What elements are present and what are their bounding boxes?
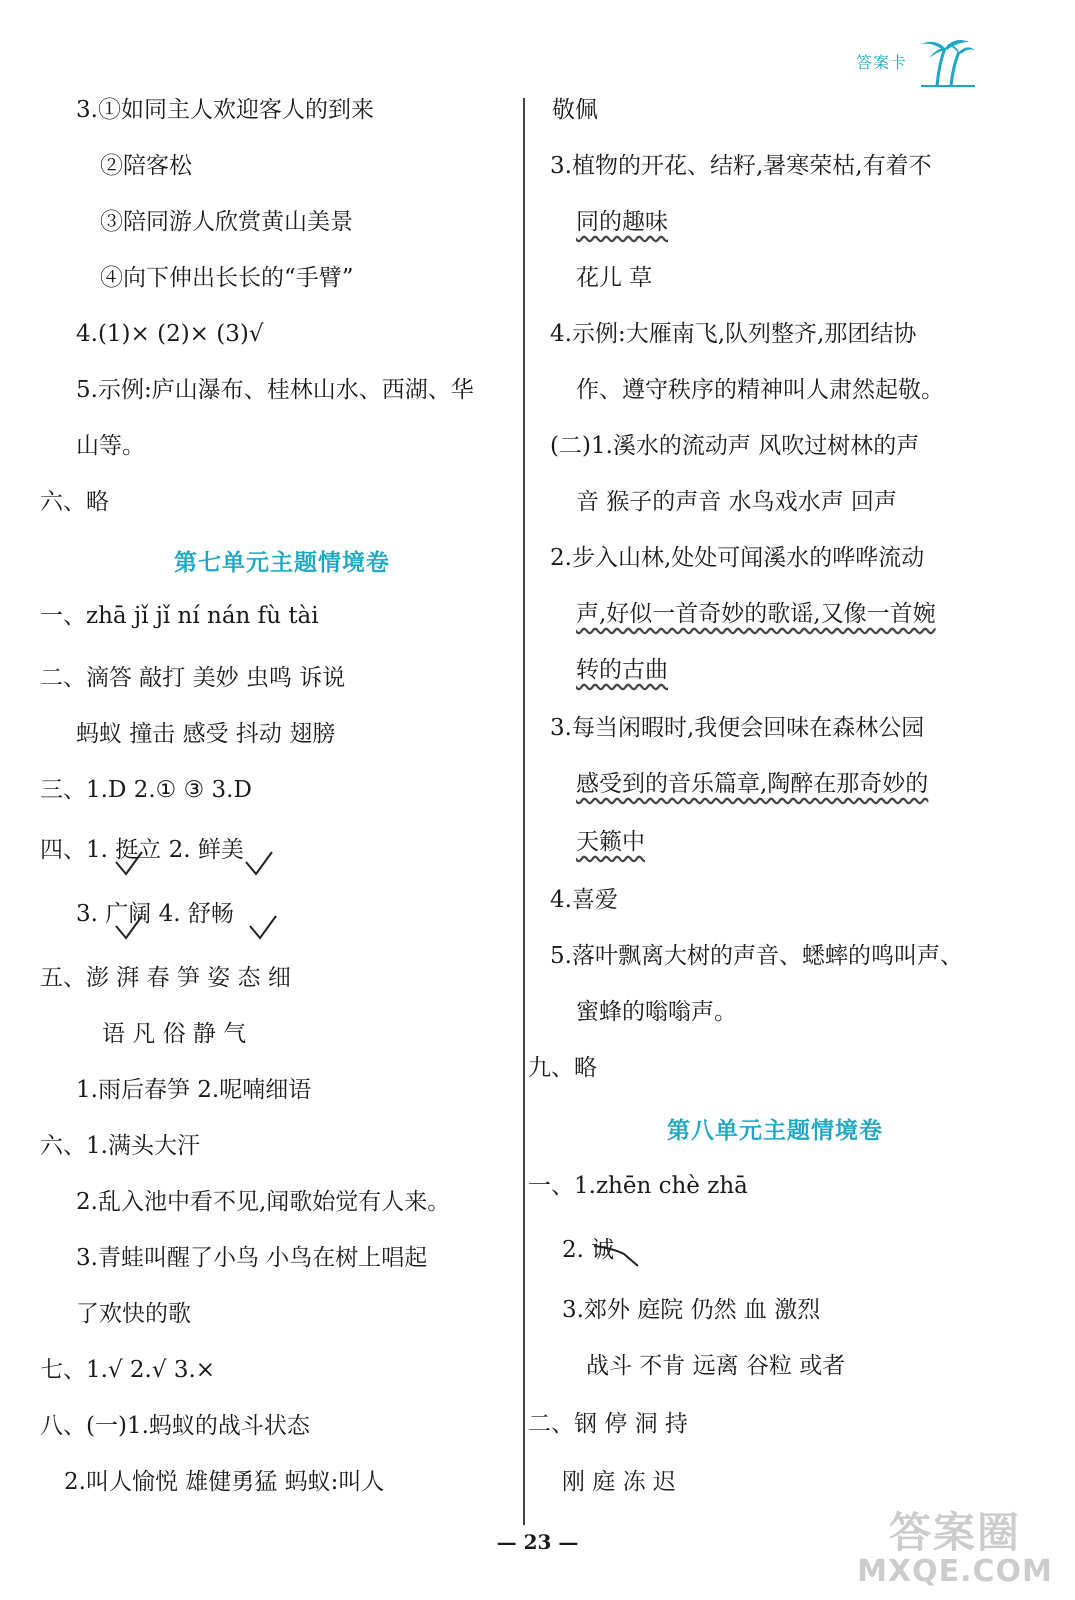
answer-line: 二、钢 停 洞 持 xyxy=(528,1411,688,1437)
answer-line: 三、1.D 2.① ③ 3.D xyxy=(40,777,252,803)
page-header xyxy=(805,28,1005,88)
answer-line: 3.每当闲暇时,我便会回味在森林公园 xyxy=(550,715,925,741)
answer-line: 作、遵守秩序的精神叫人肃然起敬。 xyxy=(576,377,944,403)
column-divider xyxy=(523,98,525,1525)
answer-line: (二)1.溪水的流动声 风吹过树林的声 xyxy=(550,433,920,459)
answer-line: 4.示例:大雁南飞,队列整齐,那团结协 xyxy=(550,321,917,347)
check-mark-icon xyxy=(244,848,274,878)
answer-line: 1.雨后春笋 2.呢喃细语 xyxy=(76,1077,312,1103)
answer-line: 二、滴答 敲打 美妙 虫鸣 诉说 xyxy=(40,665,346,691)
answer-line: 四、1. 挺立 2. 鲜美 xyxy=(40,837,244,863)
answer-line: 五、澎 湃 春 笋 姿 态 细 xyxy=(40,965,291,991)
answer-line: ④向下伸出长长的“手臂” xyxy=(100,265,354,291)
answer-line: 2.乱入池中看不见,闻歌始觉有人来。 xyxy=(76,1189,451,1215)
answer-line: ③陪同游人欣赏黄山美景 xyxy=(100,209,353,235)
answer-line: 3.①如同主人欢迎客人的到来 xyxy=(76,97,374,123)
answer-line: 山等。 xyxy=(76,433,145,459)
check-mark-icon xyxy=(592,1240,642,1270)
answer-line: 蜜蜂的嗡嗡声。 xyxy=(576,999,737,1025)
answer-line: 2.叫人愉悦 雄健勇猛 蚂蚁:叫人 xyxy=(64,1469,385,1495)
answer-line: 一、1.zhēn chè zhā xyxy=(528,1173,748,1199)
answer-line: 敬佩 xyxy=(552,97,598,123)
answer-line: 3. 广阔 4. 舒畅 xyxy=(76,901,234,927)
answer-card-label: 答案卡 xyxy=(855,53,907,72)
answer-line: 六、1.满头大汗 xyxy=(40,1133,200,1159)
answer-line: 5.示例:庐山瀑布、桂林山水、西湖、华 xyxy=(76,377,474,403)
answer-line: 了欢快的歌 xyxy=(76,1301,191,1327)
answer-line: 战斗 不肯 远离 谷粒 或者 xyxy=(586,1353,846,1379)
answer-line: 音 猴子的声音 水鸟戏水声 回声 xyxy=(576,489,897,515)
answer-line: 七、1.√ 2.√ 3.× xyxy=(40,1357,216,1383)
check-mark-icon xyxy=(114,848,144,878)
palm-tree-icon xyxy=(915,34,977,88)
answer-line: 声,好似一首奇妙的歌谣,又像一首婉 xyxy=(576,601,936,627)
answer-line: ②陪客松 xyxy=(100,153,192,179)
answer-line: 语 凡 俗 静 气 xyxy=(102,1021,247,1047)
answer-line: 3.植物的开花、结籽,暑寒荣枯,有着不 xyxy=(550,153,932,179)
answer-line: 3.青蛙叫醒了小鸟 小鸟在树上唱起 xyxy=(76,1245,428,1271)
section-title: 第七单元主题情境卷 xyxy=(174,549,390,576)
watermark-logo xyxy=(855,1500,1055,1590)
answer-line: 刚 庭 冻 迟 xyxy=(562,1469,676,1495)
answer-line: 3.郊外 庭院 仍然 血 激烈 xyxy=(562,1297,821,1323)
answer-line: 感受到的音乐篇章,陶醉在那奇妙的 xyxy=(576,771,929,797)
answer-line: 八、(一)1.蚂蚁的战斗状态 xyxy=(40,1413,310,1439)
section-title: 第八单元主题情境卷 xyxy=(667,1117,883,1144)
answer-line: 4.(1)× (2)× (3)√ xyxy=(76,321,264,347)
answer-line: 2. 诚 xyxy=(562,1237,615,1263)
answer-line: 蚂蚁 撞击 感受 抖动 翅膀 xyxy=(76,721,336,747)
watermark-bottom: MXQE.COM xyxy=(857,1554,1053,1589)
answer-line: 六、略 xyxy=(40,489,109,515)
answer-line: 九、略 xyxy=(528,1055,597,1081)
answer-line: 同的趣味 xyxy=(576,209,668,235)
answer-line: 4.喜爱 xyxy=(550,887,618,913)
answer-line: 转的古曲 xyxy=(576,657,668,683)
answer-line: 5.落叶飘离大树的声音、蟋蟀的鸣叫声、 xyxy=(550,943,963,969)
answer-line: 花儿 草 xyxy=(576,265,653,291)
answer-line: 2.步入山林,处处可闻溪水的哗哗流动 xyxy=(550,545,925,571)
answer-line: 天籁中 xyxy=(576,829,645,855)
page-number: — 23 — xyxy=(496,1530,579,1554)
watermark-top: 答案圈 xyxy=(888,1508,1021,1557)
answer-line: 一、zhā jǐ jǐ ní nán fù tài xyxy=(40,603,319,629)
check-mark-icon xyxy=(114,912,144,942)
check-mark-icon xyxy=(248,912,278,942)
